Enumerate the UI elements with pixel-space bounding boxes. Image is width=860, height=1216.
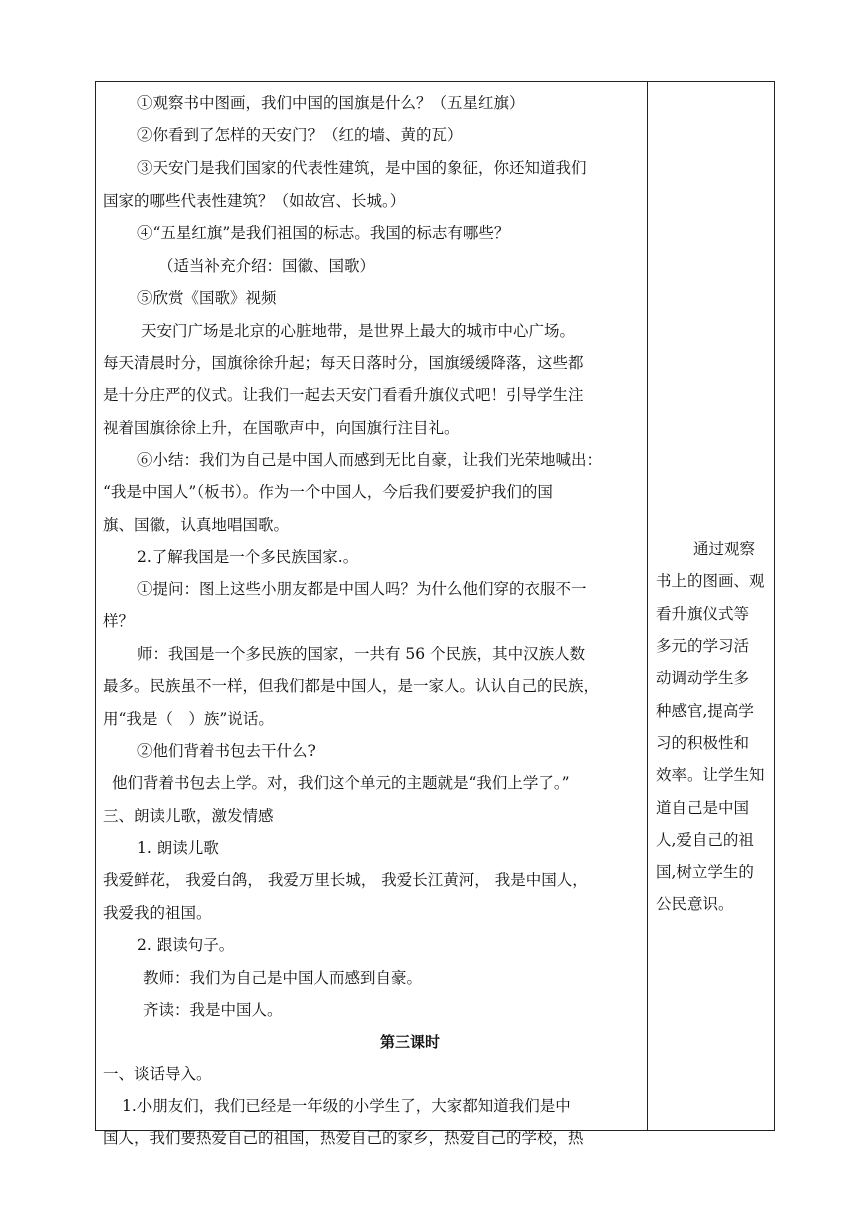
body-text-line: 天安门广场是北京的心脏地带，是世界上最大的城市中心广场。 xyxy=(141,322,576,340)
body-text-line: （适当补充介绍：国徽、国歌） xyxy=(158,257,376,275)
side-note-line: 看升旗仪式等 xyxy=(656,605,750,623)
body-text-line: ②你看到了怎样的天安门？（红的墙、黄的瓦） xyxy=(137,126,463,144)
body-text-line: 国人，我们要热爱自己的祖国，热爱自己的家乡，热爱自己的学校，热 xyxy=(103,1129,584,1147)
body-text-line: 国家的哪些代表性建筑？（如故宫、长城。） xyxy=(103,192,406,210)
body-text-line: 齐读：我是中国人。 xyxy=(143,1001,283,1019)
body-text-line: ③天安门是我们国家的代表性建筑，是中国的象征，你还知道我们 xyxy=(137,159,587,177)
side-note-line: 人,爱自己的祖 xyxy=(656,831,754,849)
body-text-line: 教师：我们为自己是中国人而感到自豪。 xyxy=(143,969,423,987)
body-text-line: 用“我是（ ）族”说话。 xyxy=(103,710,274,728)
side-note-line: 多元的学习活 xyxy=(656,637,750,655)
body-text-line: 我爱我的祖国。 xyxy=(103,904,212,922)
body-text-line: 1.小朋友们，我们已经是一年级的小学生了，大家都知道我们是中 xyxy=(122,1097,571,1115)
body-text-line: 一、谈话导入。 xyxy=(103,1065,212,1083)
side-note-line: 种感官,提高学 xyxy=(656,702,754,720)
body-text-line: 旗、国徽，认真地唱国歌。 xyxy=(103,516,290,534)
body-text-line: 师：我国是一个多民族的国家，一共有 56 个民族，其中汉族人数 xyxy=(137,645,586,663)
column-divider xyxy=(647,81,648,1131)
side-note-line: 道自己是中国 xyxy=(656,799,750,817)
side-note-line: 书上的图画、观 xyxy=(656,572,765,590)
body-text-line: ⑤欣赏《国歌》视频 xyxy=(137,289,277,307)
body-text-line: 2. 跟读句子。 xyxy=(137,936,235,954)
side-note-line: 国,树立学生的 xyxy=(656,863,754,881)
side-note-line: 习的积极性和 xyxy=(656,734,750,752)
side-note-line: 通过观察 xyxy=(693,540,756,558)
body-text-line: “我是中国人”（板书）。作为一个中国人，今后我们要爱护我们的国 xyxy=(103,483,553,501)
side-note-line: 动调动学生多 xyxy=(656,669,750,687)
side-note-line: 效率。让学生知 xyxy=(656,766,765,784)
side-note-line: 公民意识。 xyxy=(656,895,734,913)
body-text-line: 视着国旗徐徐上升，在国歌声中，向国旗行注目礼。 xyxy=(103,419,460,437)
body-text-line: 样？ xyxy=(103,612,135,630)
body-text-line: 最多。民族虽不一样，但我们都是中国人，是一家人。认认自己的民族， xyxy=(103,677,600,695)
body-text-line: 1. 朗读儿歌 xyxy=(137,839,219,857)
body-text-line: ①观察书中图画，我们中国的国旗是什么？（五星红旗） xyxy=(137,94,525,112)
body-text-line: ⑥小结：我们为自己是中国人而感到无比自豪，让我们光荣地喊出： xyxy=(137,451,603,469)
body-text-line: 三、朗读儿歌，激发情感 xyxy=(103,807,274,825)
body-text-line: 我爱鲜花， 我爱白鸽， 我爱万里长城， 我爱长江黄河， 我是中国人， xyxy=(103,871,588,889)
body-text-line: 每天清晨时分，国旗徐徐升起；每天日落时分，国旗缓缓降落，这些都 xyxy=(103,354,584,372)
body-text-line: ④“五星红旗”是我们祖国的标志。我国的标志有哪些？ xyxy=(137,224,510,242)
section-heading: 第三课时 xyxy=(380,1033,441,1051)
body-text-line: 他们背着书包去上学。对，我们这个单元的主题就是“我们上学了。” xyxy=(112,774,570,792)
body-text-line: ①提问：图上这些小朋友都是中国人吗？为什么他们穿的衣服不一 xyxy=(137,580,587,598)
body-text-line: 2.了解我国是一个多民族国家.。 xyxy=(137,548,359,566)
body-text-line: ②他们背着书包去干什么? xyxy=(137,742,316,760)
body-text-line: 是十分庄严的仪式。让我们一起去天安门看看升旗仪式吧！引导学生注 xyxy=(103,386,584,404)
